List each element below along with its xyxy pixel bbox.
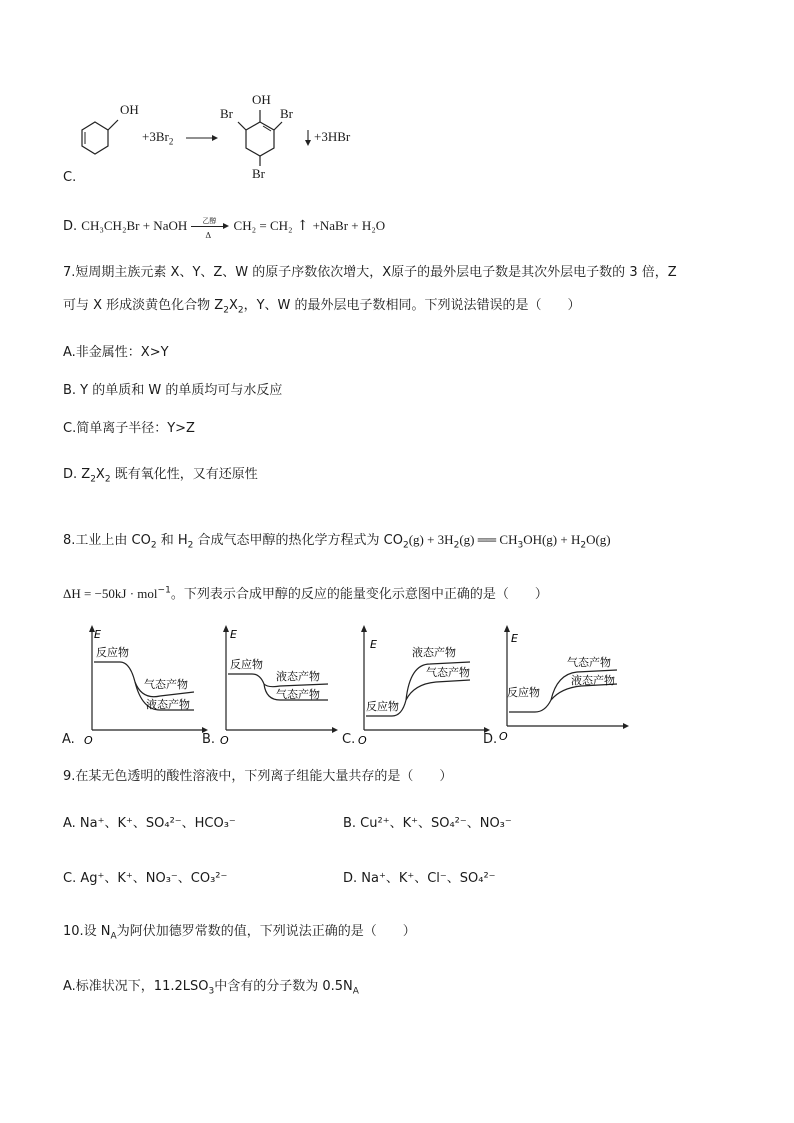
q7-sub1: 2 bbox=[223, 305, 229, 316]
q8-option-a: A. bbox=[62, 732, 75, 747]
q8-l1-g: O(g) bbox=[586, 532, 611, 547]
gas-arrow-icon: ↑ bbox=[296, 218, 309, 234]
q7-optd-c: 既有氧化性，又有还原性 bbox=[110, 467, 258, 482]
q8-option-d: D. bbox=[483, 732, 498, 747]
q8-l1-sub3: 2 bbox=[402, 540, 409, 551]
q8-delta-h-sup: −1 bbox=[157, 585, 171, 596]
q10-opta-sub: 3 bbox=[208, 986, 215, 997]
q8-l1-c: 合成气态甲醇的热化学方程式为 CO bbox=[193, 533, 403, 548]
lower-label: 液态产物 bbox=[571, 674, 615, 687]
br-bottom-label: Br bbox=[252, 166, 265, 181]
x-axis-arrow bbox=[332, 727, 338, 733]
q7-option-b: B. Y 的单质和 W 的单质均可与水反应 bbox=[63, 383, 283, 398]
hbr-product: +3HBr bbox=[314, 129, 351, 144]
lower-curve bbox=[406, 680, 470, 700]
y-axis-arrow bbox=[504, 625, 510, 632]
q10-opta-b: 中含有的分子数为 0.5N bbox=[214, 979, 353, 994]
upper-label: 气态产物 bbox=[144, 678, 188, 691]
q8-graph-a-svg bbox=[60, 622, 210, 748]
q6d-lhs: CH₃CH₂Br + NaOH bbox=[81, 218, 188, 233]
br2-reagent bbox=[142, 129, 173, 145]
axis-e: E bbox=[230, 628, 237, 641]
q6c-label: C. bbox=[63, 170, 77, 185]
q7-option-d bbox=[63, 466, 258, 484]
reactant-label: 反应物 bbox=[366, 700, 399, 713]
q7-option-a: A.非金属性：X>Y bbox=[63, 345, 169, 360]
phenol-oh-bond bbox=[108, 120, 118, 130]
q8-delta-h: ΔH = −50kJ · mol bbox=[63, 586, 158, 601]
q7-stem-line2 bbox=[63, 297, 581, 315]
q7-line2-c: ，Y、W 的最外层电子数相同。下列说法错误的是（ ） bbox=[243, 298, 581, 313]
q8-option-c: C. bbox=[342, 732, 356, 747]
q8-l1-sub4: 2 bbox=[453, 540, 460, 551]
q6d-label: D. bbox=[63, 219, 78, 234]
q6d-cond-top: 乙醇 bbox=[202, 216, 217, 225]
q6d-rhs1: CH₂ = CH₂ bbox=[233, 218, 293, 233]
q10-opta-a: A.标准状况下，11.2LSO bbox=[63, 979, 209, 994]
q10-stem-sub: A bbox=[110, 931, 117, 942]
q8-stem-line2 bbox=[63, 585, 548, 604]
q7-sub2: 2 bbox=[237, 305, 244, 316]
upper-label: 液态产物 bbox=[276, 670, 320, 683]
q8-l1-e: (g) ══ CH bbox=[459, 532, 518, 547]
reactant-label: 反应物 bbox=[230, 658, 263, 671]
precipitate-arrow-head bbox=[305, 140, 311, 146]
q8-l1-sub5: 3 bbox=[517, 540, 524, 551]
q8-graph-c-svg bbox=[340, 622, 490, 748]
axis-o: O bbox=[84, 734, 93, 747]
q8-l1-f: OH(g) + H bbox=[523, 532, 581, 547]
upper-label: 气态产物 bbox=[567, 656, 611, 669]
reactant-label: 反应物 bbox=[96, 646, 129, 659]
lower-label: 气态产物 bbox=[276, 688, 320, 701]
axis-e: E bbox=[94, 628, 101, 641]
q9-option-a: A. Na⁺、K⁺、SO₄²⁻、HCO₃⁻ bbox=[63, 816, 236, 831]
q8-graph-c bbox=[340, 622, 490, 748]
q7-optd-b: X bbox=[95, 467, 105, 482]
q10-stem-a: 10.设 N bbox=[63, 924, 111, 939]
q7-optd-a: D. Z bbox=[63, 467, 91, 482]
q8-graph-d-svg bbox=[481, 622, 631, 748]
q8-l1-sub1: 2 bbox=[150, 540, 157, 551]
q8-l2-b: 。下列表示合成甲醇的反应的能量变化示意图中正确的是（ ） bbox=[170, 587, 548, 602]
q8-stem-line1 bbox=[63, 531, 611, 550]
br2-text: +3Br bbox=[142, 129, 169, 144]
phenol-oh-label: OH bbox=[120, 102, 139, 117]
q8-graph-a bbox=[60, 622, 210, 748]
axis-e: E bbox=[511, 632, 518, 645]
q8-graph-d bbox=[481, 622, 631, 748]
br-right-bond bbox=[274, 122, 282, 130]
br2-subscript: 2 bbox=[168, 136, 174, 147]
phenol-ring bbox=[82, 122, 108, 154]
q9-option-d: D. Na⁺、K⁺、Cl⁻、SO₄²⁻ bbox=[343, 871, 496, 886]
br-left-bond bbox=[238, 122, 246, 130]
br-left-label: Br bbox=[220, 106, 233, 121]
upper-label: 液态产物 bbox=[412, 646, 456, 659]
reactant-curve bbox=[228, 674, 264, 684]
q10-option-a bbox=[63, 978, 359, 996]
upper-curve bbox=[264, 684, 328, 687]
axis-o: O bbox=[220, 734, 229, 747]
q8-l1-sub2: 2 bbox=[187, 540, 194, 551]
reactant-label: 反应物 bbox=[507, 686, 540, 699]
q7-optd-sub1: 2 bbox=[90, 474, 96, 485]
y-axis-arrow bbox=[361, 625, 367, 632]
q6c-reaction bbox=[60, 92, 400, 187]
q7-stem-line1: 7.短周期主族元素 X、Y、Z、W 的原子序数依次增大，X原子的最外层电子数是其次外层电子数的 3 倍，Z bbox=[63, 265, 677, 280]
q9-option-c: C. Ag⁺、K⁺、NO₃⁻、CO₃²⁻ bbox=[63, 871, 228, 886]
q8-graph-b-svg bbox=[200, 622, 340, 748]
tribromophenol-ring bbox=[246, 122, 274, 156]
br-right-label: Br bbox=[280, 106, 293, 121]
q8-l1-b: 和 H bbox=[156, 533, 188, 548]
q6d-rhs2: +NaBr + H₂O bbox=[312, 218, 386, 233]
axis-e: E bbox=[370, 638, 377, 651]
q7-line2-b: X bbox=[228, 298, 238, 313]
q7-option-c: C.简单离子半径：Y>Z bbox=[63, 421, 195, 436]
q7-optd-sub2: 2 bbox=[104, 474, 111, 485]
q6d-condition-arrow bbox=[191, 216, 229, 240]
q6d-cond-bottom: Δ bbox=[205, 230, 212, 240]
q10-stem bbox=[63, 923, 416, 941]
q8-graph-b bbox=[200, 622, 340, 748]
q8-l1-a: 8.工业上由 CO bbox=[63, 533, 151, 548]
lower-label: 气态产物 bbox=[426, 666, 470, 679]
reaction-arrow-head bbox=[212, 135, 218, 141]
axis-o: O bbox=[358, 734, 367, 747]
q8-l1-sub6: 2 bbox=[580, 540, 587, 551]
reactant-curve bbox=[509, 700, 551, 712]
q10-stem-b: 为阿伏加德罗常数的值，下列说法正确的是（ ） bbox=[116, 924, 416, 939]
axis-o: O bbox=[499, 730, 508, 743]
q6d-equation bbox=[63, 216, 386, 240]
q7-line2-a: 可与 X 形成淡黄色化合物 Z bbox=[63, 298, 224, 313]
q9-stem: 9.在某无色透明的酸性溶液中，下列离子组能大量共存的是（ ） bbox=[63, 769, 453, 784]
q10-opta-sub2: A bbox=[352, 986, 359, 997]
q8-l1-d: (g) + 3H bbox=[408, 532, 454, 547]
q8-option-b: B. bbox=[202, 732, 216, 747]
y-axis-arrow bbox=[223, 625, 229, 632]
product-oh-label: OH bbox=[252, 92, 271, 107]
q9-option-b: B. Cu²⁺、K⁺、SO₄²⁻、NO₃⁻ bbox=[343, 816, 512, 831]
q6d-cond-head bbox=[223, 223, 229, 229]
lower-label: 液态产物 bbox=[146, 698, 190, 711]
tribromophenol-inner-bond bbox=[263, 126, 271, 131]
x-axis-arrow bbox=[623, 723, 629, 729]
